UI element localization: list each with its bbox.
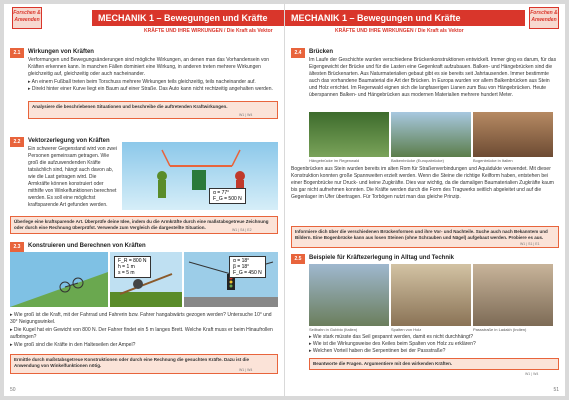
photo-cable-car — [309, 264, 389, 326]
section-badge: Forschen & Anwenden — [529, 7, 559, 29]
chapter-header: MECHANIK 1 – Bewegungen und Kräfte — [285, 10, 525, 26]
section-title: Brücken — [309, 49, 334, 55]
chapter-subheader: KRÄFTE UND IHRE WIRKUNGEN / Die Kraft als Vektor — [335, 28, 464, 34]
competence-code: W1 | W4 — [525, 372, 539, 376]
bullet-item: ▸ Wie stark müsste das Seil gespannt werden, damit es nicht durchhängt? — [309, 334, 473, 340]
task-text: Beantworte die Fragen. Argumentiere mit den wirkenden Kräften. — [313, 361, 453, 366]
photo-suspension-bridge — [309, 112, 389, 157]
bullet-item: ▸ Die Kugel hat ein Gewicht von 800 N. Der Fahrer findet ein 5 m langes Brett. Welche Kraft muss er beim Hinaufrollen aufbringen? — [10, 327, 273, 340]
photo-caption: Spalten von Holz — [391, 327, 422, 332]
photo-caption: Bogenbrücke in Italien — [473, 158, 513, 163]
task-text: Überlege eine kraftsparende Art. Überprüfe deine Idee, indem du die Armkräfte durch eine maßstabsgetreue Zeichnung oder durch eine Rechnung überprüfst. Verwende zum Vergleich die dargestellte Situation. — [14, 219, 269, 230]
section-badge: Forschen & Anwenden — [12, 7, 42, 29]
section-number: 2.3 — [10, 242, 24, 252]
left-page — [4, 4, 284, 396]
bullet-item: ▸ Welchen Vorteil haben die Serpentinen bei der Passstraße? — [309, 348, 446, 354]
section-text: Im Laufe der Geschichte wurden verschiedene Brückenkonstruktionen entwickelt. Immer ging es darum, für das Eigengewicht der Brücke und für die Lasten eine Gegenkraft aufzubauen. Balken- und Hängebrücken sind die ältesten Brückenarten. Aus Naturmaterialien gebaut gibt es sie bereits seit Jahrtausenden. Immer bestimmte auch das vorhandene Baumaterial die Art der Brücken. In Europa wurden vor allem Balkenbrücken aus Stein und Holz errichtet. Im Regenwald eignen sich die langfaserigen Lianen zum Bau von Hängebrücken. Heute überspannen Balken- und Hängebrücken aus modernen Materialien mehrere hundert Meter. — [309, 57, 557, 98]
label-weight: F_G = 450 N — [233, 270, 262, 276]
bullet-text: An einem Fußball treten beim Torschuss mehrere Wirkungen teils gleichzeitig, teils nacheinander auf. — [31, 79, 256, 85]
bullet-text: Wie ist die Wirkungsweise des Keiles beim Spalten von Holz zu erklären? — [312, 341, 476, 347]
photo-mountain-pass — [473, 264, 553, 326]
bullet-item: ▸ Wie groß ist die Kraft, mit der Fahrrad und Fahrerin bzw. Fahrer hangabwärts gezogen werden? Untersuche 10° und 30° Neigungswinkel. — [10, 312, 272, 325]
label-height: h = 1 m — [118, 264, 135, 270]
bullet-text: Wie groß sind die Kräfte in den Halteseilen der Ampel? — [13, 342, 136, 348]
label-length: s = 5 m — [118, 270, 135, 276]
competence-code: W1 | W4 — [239, 113, 253, 117]
section-title: Beispiele für Kräftezerlegung in Alltag und Technik — [309, 255, 455, 261]
photo-caption: Hängebrücke im Regenwald — [309, 158, 360, 163]
page-number: 50 — [10, 387, 16, 393]
task-box — [10, 354, 278, 374]
bullet-text: Wie stark müsste das Seil gespannt werden, damit es nicht durchhängt? — [312, 334, 473, 340]
task-text: Informiere dich über die verschiedenen Brückenformen und ihre Vor- und Nachteile. Suche auch nach Bekanntem und Bildern. Eine Bogenbrücke kann aus losen Steinen (ohne Schrauben und Nägel) aufgebaut werden. Probiere es aus. — [295, 229, 548, 240]
section-title: Vektorzerlegung von Kräften — [28, 138, 110, 144]
section-number: 2.1 — [10, 48, 24, 58]
section-number: 2.5 — [291, 254, 305, 264]
illustration-carrying — [122, 142, 278, 210]
section-text: Ein schwerer Gegenstand wird von zwei Personen gemeinsam getragen. Wie groß die aufzuwendenden Kräfte tatsächlich sind, hängt auch davon ab, wie die Last getragen wird. Die Armkräfte können konstruiert oder mithilfe von Winkelfunktionen berechnet werden. Es soll eine möglichst kraftsparende Art gefunden werden. — [28, 146, 117, 208]
chapter-subheader: KRÄFTE UND IHRE WIRKUNGEN / Die Kraft als Vektor — [144, 28, 273, 34]
bullet-text: Wie groß ist die Kraft, mit der Fahrrad und Fahrerin bzw. Fahrer hangabwärts gezogen werden? Untersuche 10° und 30° Neigungswinkel. — [10, 312, 272, 325]
bullet-text: Die Kugel hat ein Gewicht von 800 N. Der Fahrer findet ein 5 m langes Brett. Welche Kraft muss er beim Hinaufrollen aufbringen? — [10, 327, 273, 340]
section-number: 2.2 — [10, 137, 24, 147]
photo-wood-splitting — [391, 264, 471, 326]
section-text: Verformungen und Bewegungsänderungen sind mögliche Wirkungen, an denen man das Vorhandensein von Kräften erkennen kann. In manchen Fällen dominiert eine Wirkung, in anderen treten mehrere Wirkungen gleichzeitig auf, gleichzeitig oder auch nacheinander. — [28, 57, 270, 77]
photo-caption: Passstraße in Ladakh (Indien) — [473, 327, 527, 332]
label-force: F_R = 800 N — [118, 258, 147, 264]
photo-caption: Balkenbrücke (Europabrücke) — [391, 158, 444, 163]
right-page — [285, 4, 565, 396]
chapter-header: MECHANIK 1 – Bewegungen und Kräfte — [92, 10, 284, 26]
competence-code: W1 | W4 — [239, 368, 253, 372]
bullet-item: ▸ An einem Fußball treten beim Torschuss mehrere Wirkungen teils gleichzeitig, teils nacheinander auf. — [28, 79, 256, 85]
task-box — [291, 226, 559, 248]
label-alpha: α = 18° — [233, 258, 250, 264]
section-number: 2.4 — [291, 48, 305, 58]
bullet-item: ▸ Wie ist die Wirkungsweise des Keiles beim Spalten von Holz zu erklären? — [309, 341, 476, 347]
bullet-text: Direkt hinter einer Kurve liegt ein Baum auf einer Straße. Das Auto kann nicht rechtzeitig angehalten werden. — [31, 86, 273, 92]
task-text: Ermittle durch maßstabsgetreue Konstruktionen oder durch eine Rechnung die gesuchten Kräfte. Dazu ist die Anwendung von Winkelfunktionen nötig. — [14, 357, 250, 368]
page-number: 51 — [553, 387, 559, 393]
section-title: Wirkungen von Kräften — [28, 49, 94, 55]
bullet-item: ▸ Wie groß sind die Kräfte in den Halteseilen der Ampel? — [10, 342, 136, 348]
photo-beam-bridge — [391, 112, 471, 157]
illustration-bicycle — [10, 252, 108, 307]
label-angle: α = 77° — [213, 190, 230, 196]
task-text: Analysiere die beschriebenen Situationen und beschreibe die auftretenden Kraftwirkungen. — [32, 104, 228, 109]
section-text: Bogenbrücken aus Stein wurden bereits im alten Rom für Straßenverbindungen und Aquädukte verwendet. Mit dieser Konstruktion konnten große Spannweiten erzielt werden. Wenn die Steine die richtige Keilform haben, entstehen bei einer Bogenbrücke nur Druck- und keine Zugkräfte. Dies war wichtig, da die damaligen Baumaterialien Zugkräfte kaum bis gar nicht aufnehmen konnten. Die Kräfte werden durch die Form des Tragwerks seitlich abgeleitet und auf die Gegenlager im Ufer übertragen. Für Torbögen nutzt man das gleiche Prinzip. — [291, 166, 554, 200]
competence-code: W1 | S4 | E2 — [232, 228, 252, 232]
bullet-item: ▸ Direkt hinter einer Kurve liegt ein Baum auf einer Straße. Das Auto kann nicht rechtzeitig angehalten werden. — [28, 86, 273, 92]
label-beta: β = 18° — [233, 264, 250, 270]
photo-caption: Seilbahn in Gubbio (Italien) — [309, 327, 358, 332]
task-box — [309, 358, 559, 370]
photo-arch-bridge — [473, 112, 553, 157]
label-box — [229, 256, 266, 278]
bullet-text: Welchen Vorteil haben die Serpentinen bei der Passstraße? — [312, 348, 446, 354]
label-box — [114, 256, 151, 278]
label-weight: F_G = 500 N — [213, 196, 242, 202]
label-box — [209, 188, 246, 204]
section-title: Konstruieren und Berechnen von Kräften — [28, 243, 146, 249]
competence-code: W1 | S1 | E1 — [520, 242, 540, 246]
